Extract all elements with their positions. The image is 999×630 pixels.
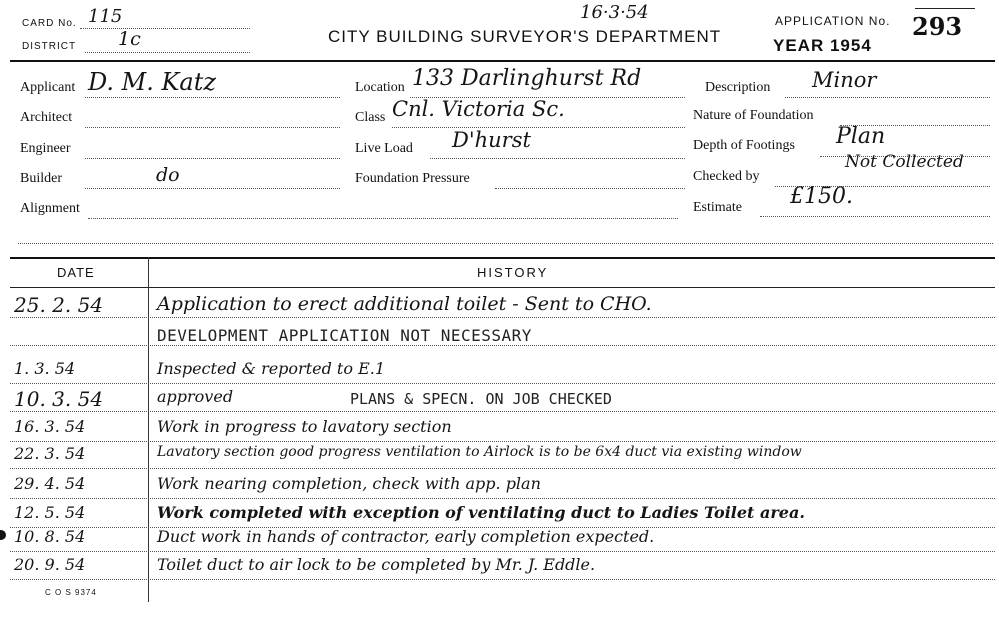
fields-bottom-line <box>18 243 993 244</box>
alignment-line <box>88 218 678 219</box>
engineer-label: Engineer <box>20 141 71 156</box>
district-label: DISTRICT <box>22 41 77 52</box>
depth-footings-value: Plan <box>836 124 886 149</box>
history-row-line <box>10 468 995 469</box>
class-line <box>392 127 685 128</box>
estimate-line <box>760 216 990 217</box>
history-date: 10. 8. 54 <box>14 527 86 546</box>
builder-value: do <box>156 164 180 186</box>
history-date: 10. 3. 54 <box>14 387 104 411</box>
history-date: 20. 9. 54 <box>14 555 86 574</box>
description-value: Minor <box>812 68 877 92</box>
nature-foundation-label: Nature of Foundation <box>693 108 814 123</box>
history-row-line <box>10 441 995 442</box>
application-no-rule <box>915 8 975 9</box>
history-text: Toilet duct to air lock to be completed by Mr. J. Eddle. <box>157 555 596 574</box>
live-load-value: D'hurst <box>452 128 531 152</box>
class-label: Class <box>355 110 386 125</box>
date-stamp: 16·3·54 <box>580 2 649 23</box>
architect-line <box>85 127 340 128</box>
applicant-label: Applicant <box>20 80 76 95</box>
checked-by-value: Not Collected <box>845 152 964 172</box>
punch-hole-mark <box>0 530 6 540</box>
alignment-label: Alignment <box>20 201 80 216</box>
class-value: Cnl. Victoria Sc. <box>392 97 565 121</box>
history-top-rule <box>10 257 995 259</box>
history-date: 22. 3. 54 <box>14 444 86 463</box>
history-text: Inspected & reported to E.1 <box>157 359 386 378</box>
history-row-line <box>10 383 995 384</box>
live-load-label: Live Load <box>355 141 413 156</box>
history-date: 25. 2. 54 <box>14 293 104 317</box>
applicant-value: D. M. Katz <box>88 68 217 96</box>
description-label: Description <box>705 80 771 95</box>
history-date: 12. 5. 54 <box>14 503 86 522</box>
history-row-line <box>10 551 995 552</box>
history-text: Duct work in hands of contractor, early completion expected. <box>157 527 655 546</box>
live-load-line <box>430 158 685 159</box>
card-no-line <box>80 28 250 29</box>
history-row-line <box>10 345 995 346</box>
history-text: Work completed with exception of ventilating duct to Ladies Toilet area. <box>157 503 805 522</box>
history-date: 16. 3. 54 <box>14 417 86 436</box>
estimate-value: £150. <box>790 184 853 209</box>
builder-line <box>85 188 340 189</box>
header-rule <box>10 60 995 62</box>
builder-label: Builder <box>20 171 62 186</box>
application-no-value: 293 <box>912 12 963 41</box>
history-column-header: HISTORY <box>477 265 549 280</box>
depth-footings-label: Depth of Footings <box>693 138 795 153</box>
card-no-label: CARD No. <box>22 18 77 29</box>
checked-by-label: Checked by <box>693 169 760 184</box>
architect-label: Architect <box>20 110 73 125</box>
history-row-line <box>10 498 995 499</box>
year-label: YEAR 1954 <box>773 36 872 55</box>
location-label: Location <box>355 80 405 95</box>
history-row-line <box>10 317 995 318</box>
history-text: Work nearing completion, check with app. plan <box>157 474 541 493</box>
location-value: 133 Darlinghurst Rd <box>412 66 642 91</box>
history-text: DEVELOPMENT APPLICATION NOT NECESSARY <box>157 326 532 345</box>
district-value: 1c <box>118 28 141 50</box>
department-title: CITY BUILDING SURVEYOR'S DEPARTMENT <box>328 27 722 46</box>
application-no-label: APPLICATION No. <box>775 14 891 28</box>
applicant-line <box>85 97 340 98</box>
date-column-header: DATE <box>57 265 95 280</box>
foundation-pressure-label: Foundation Pressure <box>355 171 470 186</box>
history-date: 1. 3. 54 <box>14 359 76 378</box>
history-header-rule <box>10 287 995 288</box>
history-text: Application to erect additional toilet - Sent to CHO. <box>157 293 652 315</box>
history-date: 29. 4. 54 <box>14 474 86 493</box>
form-code: C O S 9374 <box>45 588 97 597</box>
card-no-value: 115 <box>88 6 123 27</box>
estimate-label: Estimate <box>693 200 742 215</box>
district-line <box>85 52 250 53</box>
history-text: approved <box>157 387 234 406</box>
description-line <box>785 97 990 98</box>
history-text: Work in progress to lavatory section <box>157 417 452 436</box>
engineer-line <box>85 158 340 159</box>
history-text: Lavatory section good progress ventilation to Airlock is to be 6x4 duct via existing window <box>157 444 802 460</box>
foundation-pressure-line <box>495 188 685 189</box>
history-row-line <box>10 411 995 412</box>
history-row-line <box>10 579 995 580</box>
history-stamp: PLANS & SPECN. ON JOB CHECKED <box>350 390 612 408</box>
